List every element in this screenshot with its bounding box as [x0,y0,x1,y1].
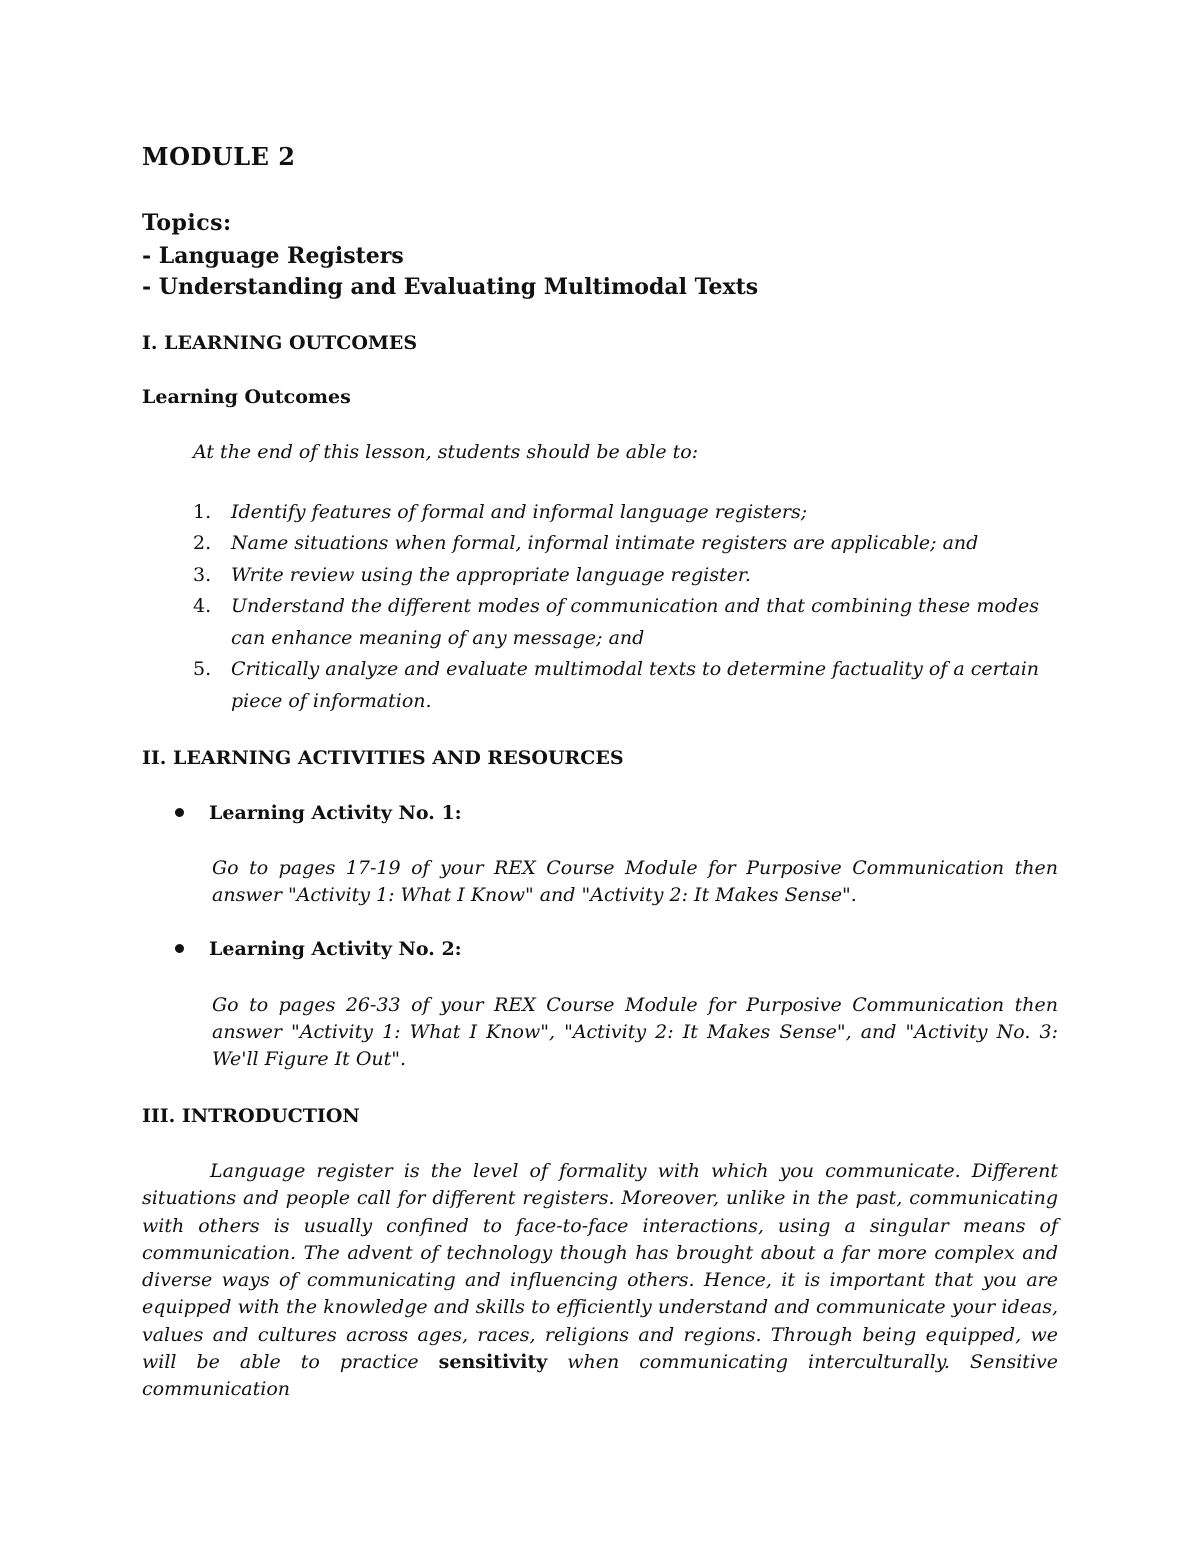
list-item-text: Critically analyze and evaluate multimodal texts to determine factuality of a certain piece of information. [231,658,1040,712]
list-item-text: Write review using the appropriate language register. [231,564,751,586]
section-heading-learning-activities: II. LEARNING ACTIVITIES AND RESOURCES [142,747,624,769]
topics-label: Topics: [142,210,232,236]
intro-text-bold: sensitivity [438,1351,548,1374]
introduction-paragraph [142,1158,1058,1404]
activity-title-2 [175,938,462,960]
list-item-number: 3. [193,564,212,586]
list-item [193,497,1063,529]
list-item-text: Understand the different modes of communication and that combining these modes can enhance meaning of any message; and [231,595,1039,649]
module-title: MODULE 2 [142,142,296,171]
section-heading-introduction: III. INTRODUCTION [142,1105,360,1127]
list-item-number: 4. [193,595,212,617]
activity-title-text: Learning Activity No. 2: [209,938,462,960]
activity-title-text: Learning Activity No. 1: [209,802,462,824]
list-item-number: 5. [193,658,212,680]
list-item [193,560,1063,592]
bullet-icon [175,808,184,817]
topic-item-multimodal-texts: - Understanding and Evaluating Multimodal Texts [142,274,759,300]
bullet-icon [175,944,184,953]
list-item-number: 2. [193,532,212,554]
list-item [193,591,1063,654]
list-item-number: 1. [193,501,212,523]
list-item [193,528,1063,560]
section-heading-learning-outcomes: I. LEARNING OUTCOMES [142,332,418,354]
activity-text-1: Go to pages 17-19 of your REX Course Module for Purposive Communication then answer "Activity 1: What I Know" and "Activity 2: It Makes Sense". [212,857,1058,906]
subheading-learning-outcomes: Learning Outcomes [142,386,351,408]
list-item-text: Identify features of formal and informal language registers; [231,501,808,523]
intro-text-before: Language register is the level of formality with which you communicate. Different situations and people call for different registers. Moreover, unlike in the past, communicating with others is usually confined to face-to-face interactions, using a singular means of communication. The advent of technology though has brought about a far more complex and diverse ways of communicating and influencing others. Hence, it is important that you are equipped with the knowledge and skills to efficiently understand and communicate your ideas, values and cultures across ages, races, religions and regions. Through being equipped, we will be able to practice [142,1160,1058,1374]
outcomes-intro: At the end of this lesson, students should be able to: [193,441,699,463]
list-item [193,654,1063,717]
intro-text-after: when communicating interculturally. Sensitive communication [142,1351,1058,1401]
list-item-text: Name situations when formal, informal intimate registers are applicable; and [231,532,979,554]
activity-text-2: Go to pages 26-33 of your REX Course Module for Purposive Communication then answer "Activity 1: What I Know", "Activity 2: It Makes Sense", and "Activity No. 3: We'll Figure It Out". [212,994,1058,1070]
activity-title-1 [175,802,462,824]
topic-item-language-registers: - Language Registers [142,243,404,269]
